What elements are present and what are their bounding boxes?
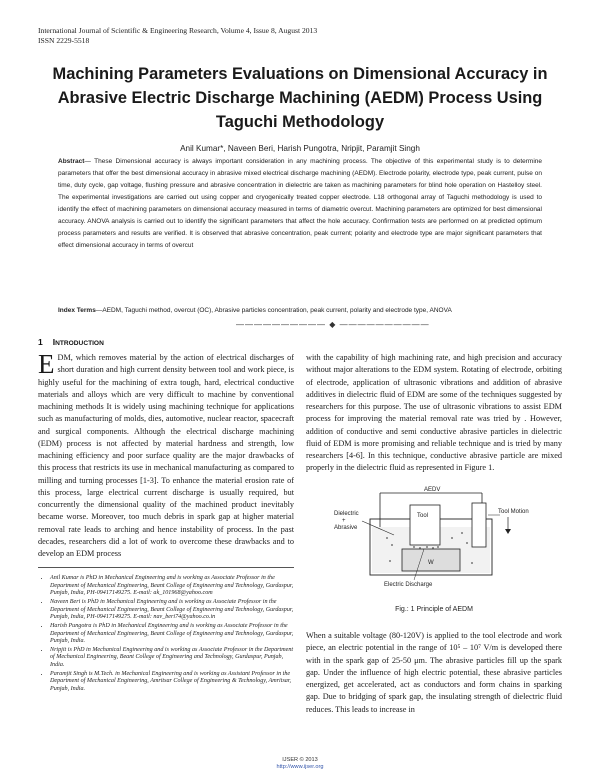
body-column-left: [38, 349, 294, 560]
journal-line: International Journal of Scientific & Engineering Research, Volume 4, Issue 8, August 2013: [38, 26, 318, 35]
footnote-item: • Harish Pungotra is PhD in Mechanical Engineering and is working as Associate Professor in the Department of Mechanical Engineering, Beant College of Engineering and Technology, Gurdaspur, Punjab, India.: [50, 623, 294, 646]
figure-caption: Fig.: 1 Principle of AEDM: [395, 606, 473, 613]
figure-label-tool: Tool: [417, 513, 429, 519]
figure-label-tool-motion: Tool Motion: [498, 509, 529, 515]
author-list: Anil Kumar*, Naveen Beri, Harish Pungotra, Nripjit, Paramjit Singh: [180, 144, 420, 153]
paper-title: Machining Parameters Evaluations on Dimensional Accuracy in Abrasive Electric Discharge Machining (AEDM) Process Using Taguchi Methodology: [52, 65, 548, 131]
footnote-divider: [38, 567, 294, 568]
paragraph-intro: DM, which removes material by the action of electrical discharges of short duration and high current density between tool and work piece, is highly useful for the machining of extra tough, hard, electrical conductive materials and alloys which are very difficult to machine by conventional machining methods It is widely using machining technique for applications such as manufacturing of molds, dies, automotive, nuclear reactor, spacecraft and surgical components. Although the electrical discharge machining (EDM) process is not affected by material hardness and strength, low machining efficiency and poor surface quality are the major drawbacks of this process that restricts its use in mechanical manufacturing as compared to milling and turning processes [1-3]. To enhance the material erosion rate of this process, large electrical current discharge is usually required, but concurrently the dimensional quality of the machined product inevitably became worse. Moreover, too much debris in spark gap at higher material removal rate leads to arching and hence instability of process. In the past decades, researchers did a lot of work to overcome these drawbacks and to develop an EDM process: [38, 353, 294, 558]
footer-copyright: IJSER © 2013: [282, 757, 318, 763]
abstract-text: — These Dimensional accuracy is always important consideration in any machining process. The objective of this experimental study is to determine parameters that offer the best dimensional accuracy in abrasive mixed electrical discharge machining (AEDM). Electrode polarity, electrode type, peak current, pulse on time, duty cycle, gap voltage, flushing pressure and abrasive concentration in dielectric are taken as machining parameters for blind hole operation on Hastelloy steel. The experimental investigations are carried out using copper and cryogenically treated copper electrode. L18 orthogonal array of Taguchi methodology is used to identify the effect of machining parameters on dimensional accuracy measured in terms of diametric overcut. Machining parameters are optimized for best dimensional accuracy. ANOVA analysis is carried out to identify the significant parameters that affect the hole accuracy. Confirmation tests are performed on at predicted optimum process parameters and results are verified. It is observed that abrasive concentration, peak current; polarity and electrode type are major significant parameters that effect dimensional accuracy in terms of overcut: [58, 158, 542, 249]
abstract-label: Abstract: [58, 158, 85, 165]
figure-label-workpiece: W: [428, 560, 434, 566]
author-footnotes: [38, 575, 294, 695]
figure-label-dielectric: Dielectric: [334, 511, 359, 517]
figure-label-abrasive: Abrasive: [334, 525, 358, 531]
index-terms-text: —AEDM, Taguchi method, overcut (OC), Abrasive particles concentration, peak current, polarity and electrode type, ANOVA: [95, 307, 452, 314]
body-column-right: [306, 352, 562, 475]
footnote-item: • Naveen Beri is PhD in Mechanical Engineering and is working as Associate Professor in the Department of Mechanical Engineering, Beant College of Engineering and Technology, Gurdaspur, Punjab, India, PH-09417149275. E-mail: nav_beri74@yahoo.co.in: [50, 599, 294, 622]
footer-url-link[interactable]: http://www.ijser.org: [276, 763, 324, 770]
abstract: [58, 156, 542, 252]
section-number: 1: [38, 337, 43, 347]
footnote-item: • Nripjit is PhD in Mechanical Engineering and is working as Associate Professor in the Department of Mechanical Engineering, Beant College of Engineering and Technology, Gurdaspur, Punjab, India.: [50, 647, 294, 670]
footnote-item: • Anil Kumar is PhD in Mechanical Engineering and is working as Associate Professor in the Department of Mechanical Engineering, Beant College of Engineering and Technology, Gurdaspur, Punjab, India, PH-09417149275. E-mail: ak_101968@yahoo.com: [50, 575, 294, 598]
figure-label-plus: +: [342, 518, 346, 524]
issn: ISSN 2229-5518: [38, 35, 90, 45]
section-heading: [38, 337, 104, 347]
paragraph-voltage: When a suitable voltage (80-120V) is applied to the tool electrode and work piece, an electric potential in the range of 10⁵ – 10⁷ V/m is developed there with in the spark gap of 25-50 μm. The abrasive particles fill up the spark gap. Under the influence of high electric potential, these abrasive particles energized, get accelerated, act as conductors and form chains in sparking gap. Due to bridging of spark gap, the insulating strength of dielectric fluid reduces. This leads to increase in: [306, 631, 562, 714]
footnote-item: • Paramjit Singh is M.Tech. in Mechanical Engineering and is working as Assistant Professor in the Department of Mechanical Engineering, Amritsar College of Engineering & Technology, Amritsar, Punjab, India.: [50, 671, 294, 694]
index-terms-label: Index Terms: [58, 307, 96, 314]
body-column-right-lower: [306, 630, 562, 716]
figure-label-discharge: Electric Discharge: [384, 582, 433, 588]
index-terms: [58, 307, 542, 315]
page-footer: [0, 757, 600, 770]
aedm-principle-figure: [332, 483, 540, 589]
section-title-rest: NTRODUCTION: [55, 340, 104, 347]
section-separator: —————————— ◆ ——————————: [236, 320, 430, 329]
paragraph-continued: with the capability of high machining rate, and high precision and accuracy without major alterations to the EDM system. Rotating of electrode, orbiting of electrode, application of ultrasonic vibrations and addition of abrasive additives in dielectric fluid of EDM are some of the techniques suggested by researchers for this purpose. The use of ultrasonic vibrations to assist EDM process for improving the material removal rate was tried by . However, addition of conductive and semi conductive abrasive particles in dielectric fluid of EDM is more promising and reliable technique and is tried by many researchers [4-6]. In this technique, conductive abrasive particle are mixed properly in the dielectric fluid as represented in Figure 1.: [306, 353, 562, 473]
drop-cap: E: [38, 349, 55, 379]
figure-label-voltage: AEDV: [424, 487, 441, 493]
journal-header: [38, 26, 317, 45]
section-title-initial: I: [52, 337, 56, 347]
